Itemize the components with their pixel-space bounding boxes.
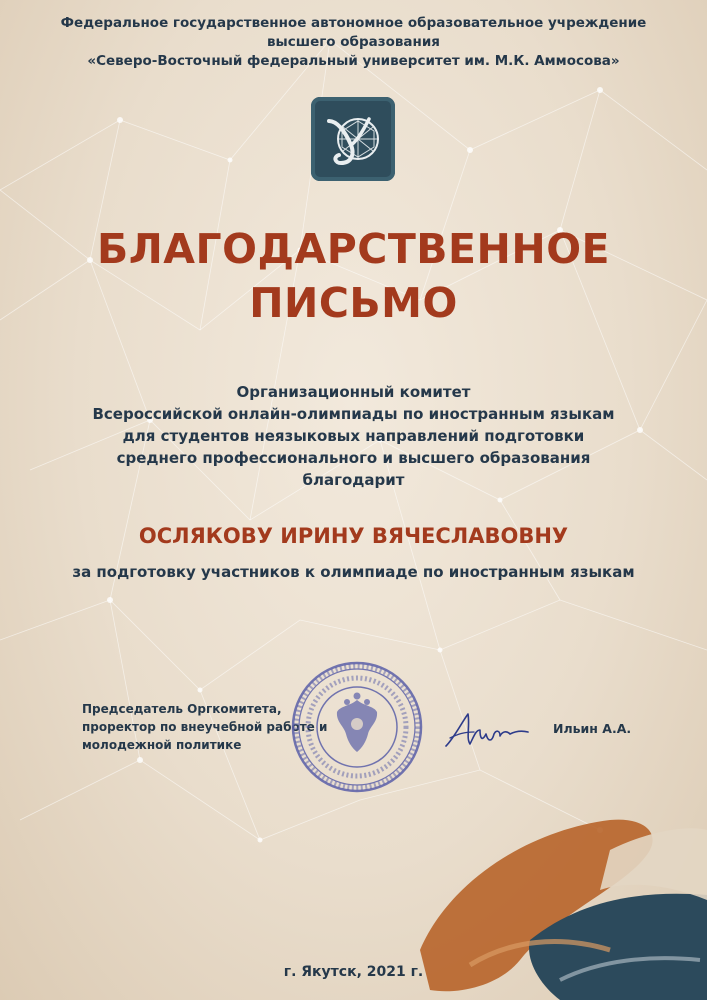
title-line: БЛАГОДАРСТВЕННОЕ bbox=[96, 225, 611, 273]
committee-line: среднего профессионального и высшего образования bbox=[116, 449, 591, 467]
institution-header bbox=[0, 14, 707, 71]
official-seal-stamp bbox=[290, 660, 424, 794]
signer-line: проректор по внеучебной работе и bbox=[82, 720, 328, 734]
title-line: ПИСЬМО bbox=[249, 279, 458, 327]
header-line: Федеральное государственное автономное образовательное учреждение bbox=[60, 15, 647, 31]
committee-statement bbox=[0, 381, 707, 491]
header-line: «Северо-Восточный федеральный университет им. М.К. Аммосова» bbox=[87, 53, 620, 69]
signer-name: Ильин А.А. bbox=[553, 721, 632, 736]
place-and-date: г. Якутск, 2021 г. bbox=[283, 964, 424, 980]
committee-line: благодарит bbox=[302, 471, 405, 489]
university-logo-icon bbox=[311, 97, 395, 181]
document-title bbox=[0, 222, 707, 330]
header-line: высшего образования bbox=[267, 34, 440, 50]
committee-line: Организационный комитет bbox=[236, 383, 471, 401]
gratitude-reason: за подготовку участников к олимпиаде по иностранным языкам bbox=[72, 563, 635, 581]
recipient-name: ОСЛЯКОВУ ИРИНУ ВЯЧЕСЛАВОВНУ bbox=[138, 524, 569, 548]
committee-line: Всероссийской онлайн-олимпиады по иностранным языкам bbox=[92, 405, 615, 423]
committee-line: для студентов неязыковых направлений подготовки bbox=[122, 427, 585, 445]
handwritten-signature bbox=[440, 708, 540, 758]
signer-line: молодежной политике bbox=[82, 738, 242, 752]
signer-line: Председатель Оргкомитета, bbox=[82, 702, 282, 716]
